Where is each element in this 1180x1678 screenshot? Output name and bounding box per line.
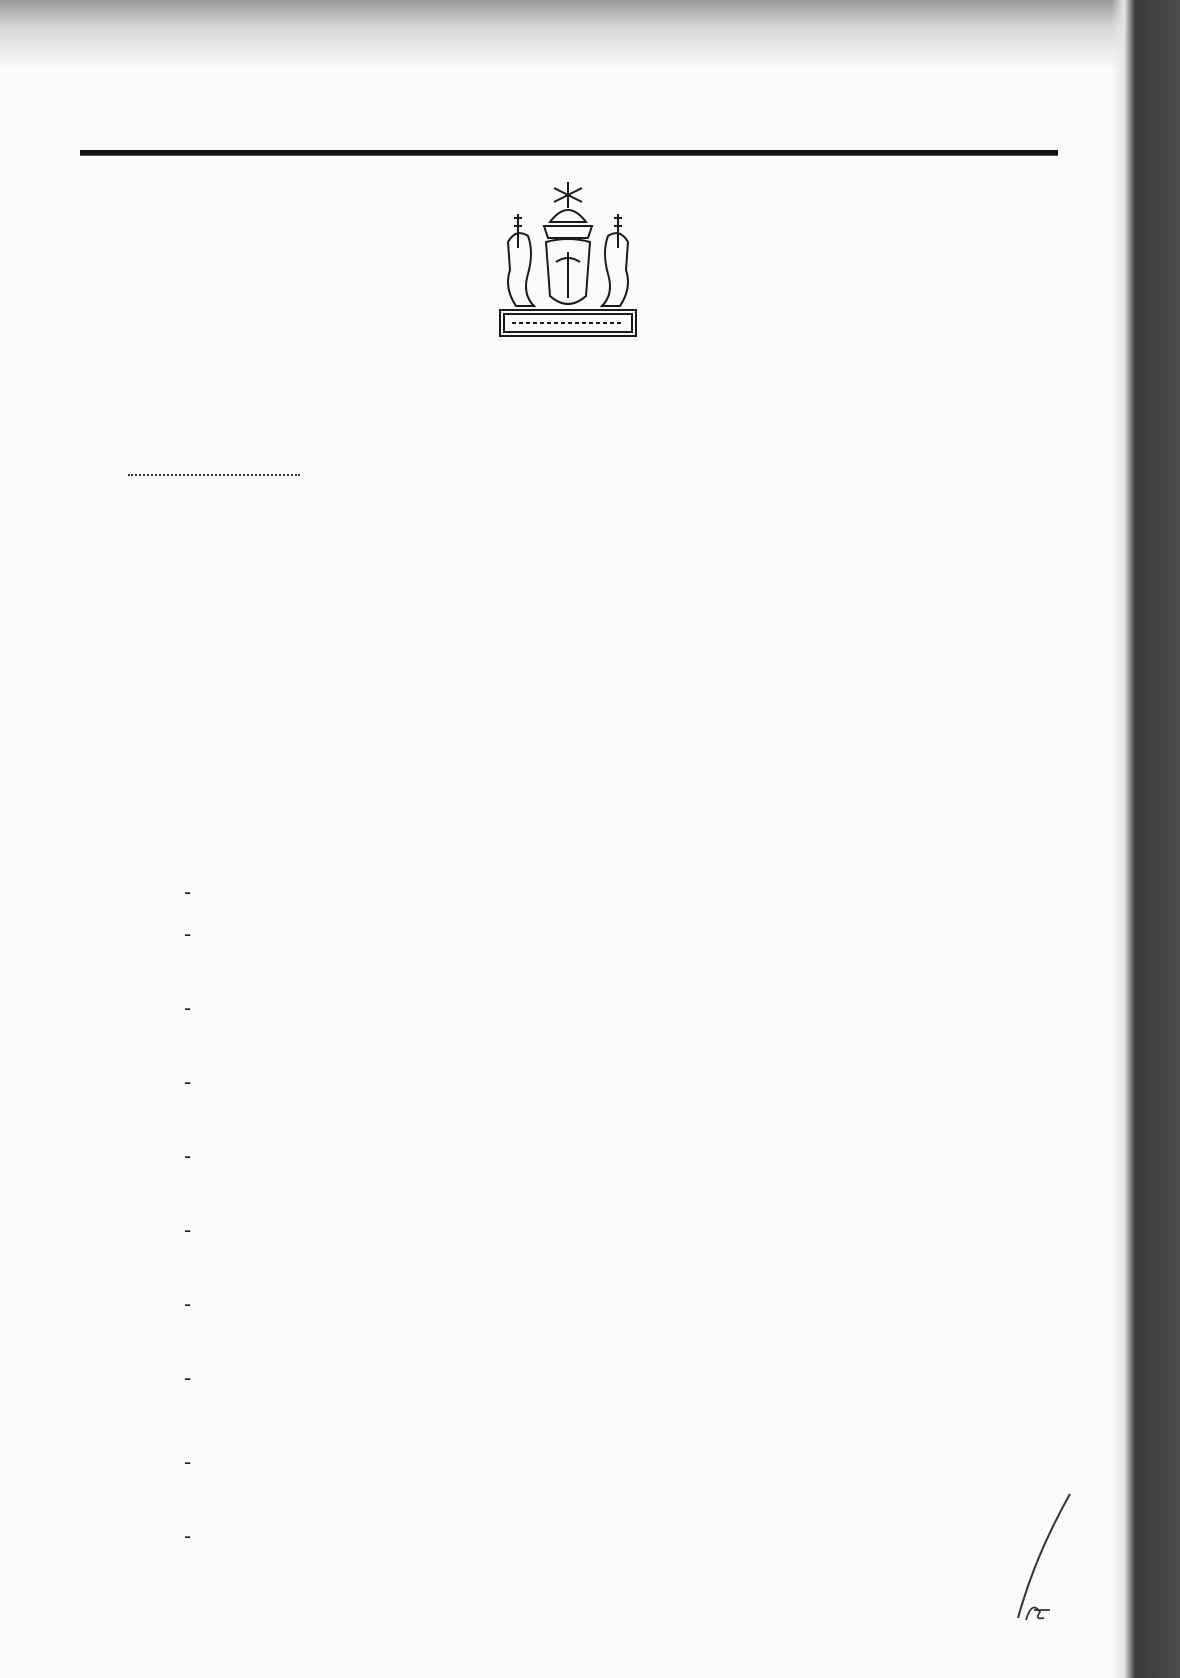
royal-coat-of-arms-icon — [488, 178, 648, 350]
header-rule — [80, 150, 1058, 156]
binding-edge — [1112, 0, 1180, 1678]
subject-connector — [540, 600, 660, 638]
decision-title-line — [160, 642, 1040, 680]
gazette-page: - - - - - - - - - - — [0, 0, 1180, 1678]
gazette-running-header — [80, 104, 1052, 146]
scan-top-shadow — [0, 0, 1180, 70]
document-type — [450, 560, 750, 598]
handwritten-initial-icon — [1004, 1490, 1074, 1630]
national-motto — [418, 390, 758, 430]
issuing-authority — [88, 396, 308, 434]
decision-title-line — [160, 726, 1040, 764]
decision-title-line — [160, 684, 1040, 722]
issuing-body-heading — [480, 790, 720, 828]
reference-dotted-line — [128, 474, 300, 476]
kingdom-title — [408, 330, 758, 378]
